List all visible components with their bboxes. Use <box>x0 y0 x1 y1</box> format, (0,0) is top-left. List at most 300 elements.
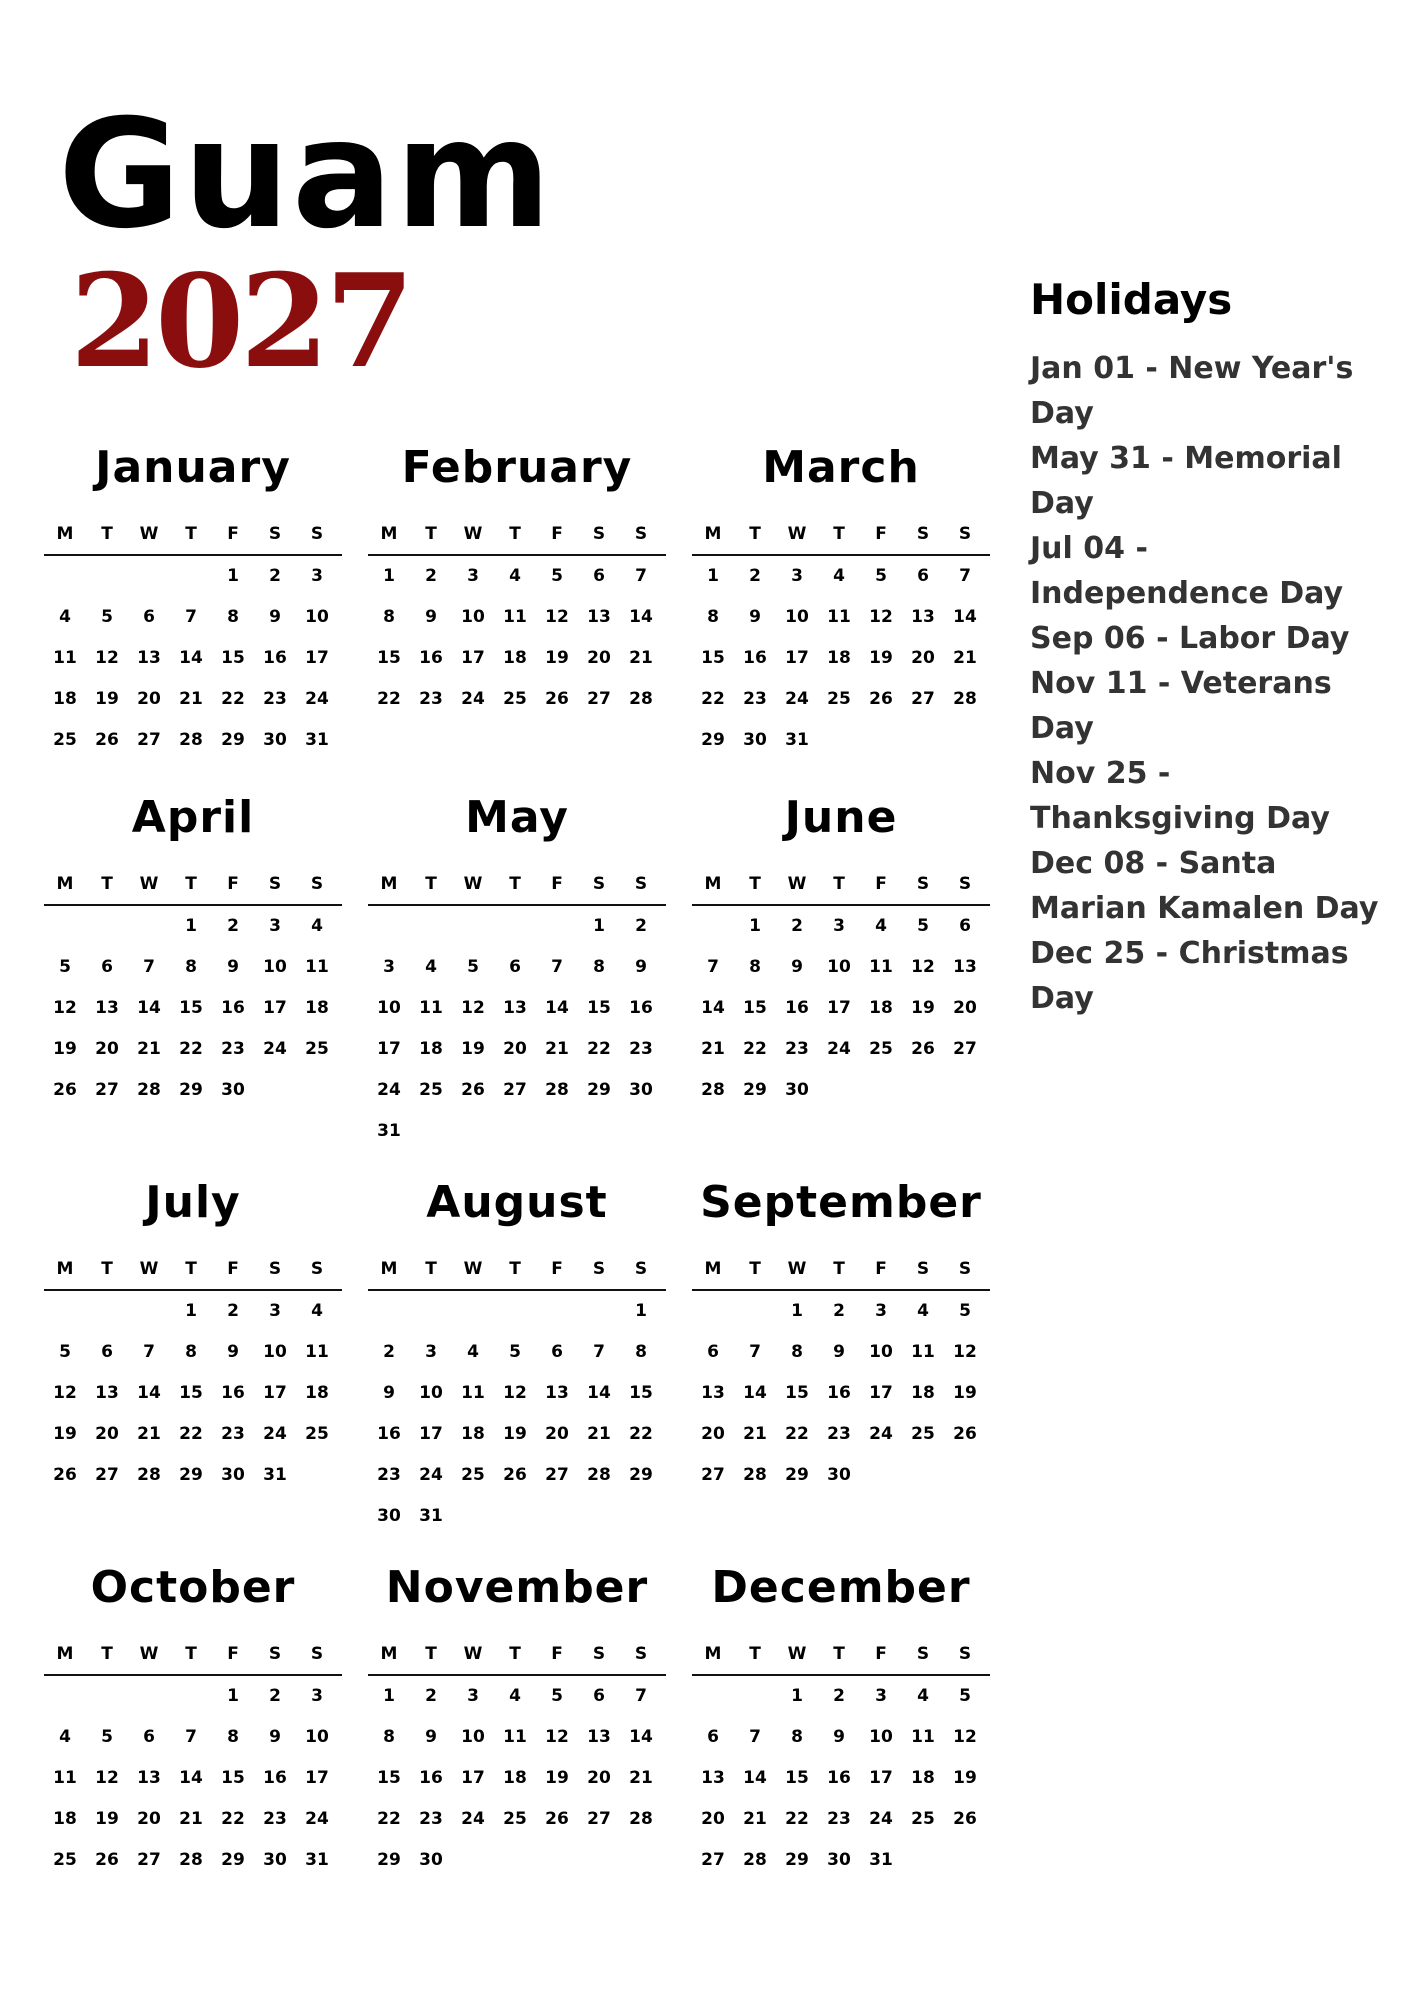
day-cell: 7 <box>143 1342 155 1362</box>
weekday-label: W <box>787 1644 807 1664</box>
day-cell: 11 <box>503 607 527 627</box>
day-cell: 17 <box>869 1383 893 1403</box>
day-cell: 24 <box>419 1465 443 1485</box>
day-cell: 26 <box>95 730 119 750</box>
weekday-label: S <box>634 524 648 544</box>
day-cell: 15 <box>785 1768 809 1788</box>
day-cell: 4 <box>59 1727 71 1747</box>
day-cell: 7 <box>551 957 563 977</box>
day-cell: 22 <box>377 1809 401 1829</box>
day-cell: 7 <box>635 566 647 586</box>
day-cell: 28 <box>545 1080 569 1100</box>
day-cell: 15 <box>785 1383 809 1403</box>
weekday-label: F <box>875 1644 887 1664</box>
day-cell: 12 <box>869 607 893 627</box>
weekday-label: T <box>425 1259 437 1279</box>
day-cell: 8 <box>791 1727 803 1747</box>
day-cell: 27 <box>137 1850 161 1870</box>
day-cell: 10 <box>377 998 401 1018</box>
weekday-label: M <box>704 524 722 544</box>
day-cell: 10 <box>869 1727 893 1747</box>
month-april <box>44 790 342 1120</box>
weekday-label: T <box>749 874 761 894</box>
day-cell: 23 <box>263 689 287 709</box>
day-cell: 7 <box>185 607 197 627</box>
day-cell: 7 <box>635 1686 647 1706</box>
month-may <box>368 790 666 1141</box>
day-cell: 27 <box>953 1039 977 1059</box>
header-divider <box>692 1674 990 1676</box>
holiday-item: Dec 08 - Santa Marian Kamalen Day <box>1030 846 1379 926</box>
day-cell: 21 <box>953 648 977 668</box>
weekday-label: F <box>875 1259 887 1279</box>
header-divider <box>368 554 666 556</box>
day-cell: 20 <box>503 1039 527 1059</box>
day-cell: 2 <box>635 916 647 936</box>
day-cell: 11 <box>53 1768 77 1788</box>
day-cell: 10 <box>785 607 809 627</box>
weekday-label: M <box>56 1259 74 1279</box>
day-cell: 4 <box>311 1301 323 1321</box>
weekday-label: T <box>833 1259 845 1279</box>
day-cell: 17 <box>785 648 809 668</box>
day-cell: 12 <box>911 957 935 977</box>
day-cell: 5 <box>959 1301 971 1321</box>
day-cell: 6 <box>551 1342 563 1362</box>
weekday-label: M <box>380 1644 398 1664</box>
day-cell: 6 <box>917 566 929 586</box>
weekday-header <box>692 1644 990 1664</box>
weekday-label: S <box>958 524 972 544</box>
day-cell: 18 <box>827 648 851 668</box>
day-cell: 16 <box>377 1424 401 1444</box>
day-cell: 8 <box>185 1342 197 1362</box>
weekday-label: S <box>634 1644 648 1664</box>
day-cell: 20 <box>587 1768 611 1788</box>
day-cell: 23 <box>221 1424 245 1444</box>
weekday-label: F <box>551 1259 563 1279</box>
header-divider <box>44 554 342 556</box>
weekday-header <box>692 524 990 544</box>
weekday-label: M <box>56 874 74 894</box>
day-cell: 27 <box>701 1465 725 1485</box>
day-cell: 6 <box>593 1686 605 1706</box>
day-cell: 14 <box>587 1383 611 1403</box>
day-cell: 10 <box>263 1342 287 1362</box>
day-cell: 19 <box>53 1039 77 1059</box>
day-cell: 4 <box>59 607 71 627</box>
holiday-item: Jan 01 - New Year's Day <box>1030 351 1354 431</box>
day-cell: 29 <box>743 1080 767 1100</box>
day-cell: 23 <box>785 1039 809 1059</box>
day-cell: 6 <box>101 957 113 977</box>
day-cell: 25 <box>503 1809 527 1829</box>
day-cell: 5 <box>551 1686 563 1706</box>
day-cell: 16 <box>221 1383 245 1403</box>
day-cell: 26 <box>503 1465 527 1485</box>
weekday-label: F <box>875 874 887 894</box>
day-cell: 11 <box>305 1342 329 1362</box>
day-cell: 1 <box>227 1686 239 1706</box>
day-cell: 11 <box>461 1383 485 1403</box>
day-cell: 9 <box>227 957 239 977</box>
holiday-item: Sep 06 - Labor Day <box>1030 621 1350 656</box>
day-cell: 13 <box>95 998 119 1018</box>
weekday-header <box>692 874 990 894</box>
day-cell: 6 <box>143 1727 155 1747</box>
month-name: September <box>700 1177 982 1228</box>
day-cell: 29 <box>221 730 245 750</box>
day-cell: 7 <box>185 1727 197 1747</box>
weekday-label: M <box>56 1644 74 1664</box>
header-divider <box>44 904 342 906</box>
day-cell: 20 <box>701 1424 725 1444</box>
header-divider <box>692 904 990 906</box>
header-divider <box>368 1289 666 1291</box>
day-cell: 18 <box>503 1768 527 1788</box>
weekday-label: W <box>463 1644 483 1664</box>
day-cell: 1 <box>593 916 605 936</box>
day-cell: 7 <box>959 566 971 586</box>
day-cell: 15 <box>629 1383 653 1403</box>
day-cell: 15 <box>221 648 245 668</box>
day-cell: 6 <box>707 1727 719 1747</box>
day-cell: 5 <box>959 1686 971 1706</box>
day-cell: 16 <box>263 1768 287 1788</box>
day-cell: 31 <box>305 1850 329 1870</box>
weekday-label: S <box>592 874 606 894</box>
day-cell: 21 <box>629 648 653 668</box>
weekday-label: T <box>425 874 437 894</box>
day-cell: 14 <box>629 607 653 627</box>
month-name: December <box>711 1562 971 1613</box>
weekday-label: T <box>185 874 197 894</box>
day-cell: 16 <box>827 1383 851 1403</box>
day-cell: 29 <box>701 730 725 750</box>
day-cell: 11 <box>305 957 329 977</box>
day-cell: 21 <box>137 1424 161 1444</box>
day-cell: 6 <box>509 957 521 977</box>
day-cell: 5 <box>59 1342 71 1362</box>
day-cell: 13 <box>137 648 161 668</box>
month-name: January <box>95 442 291 493</box>
weekday-label: T <box>425 524 437 544</box>
day-cell: 10 <box>305 1727 329 1747</box>
day-cell: 10 <box>461 1727 485 1747</box>
day-cell: 23 <box>629 1039 653 1059</box>
month-february <box>368 440 666 770</box>
day-cell: 5 <box>467 957 479 977</box>
weekday-label: T <box>101 524 113 544</box>
day-cell: 11 <box>911 1342 935 1362</box>
day-cell: 26 <box>53 1080 77 1100</box>
day-cell: 25 <box>53 730 77 750</box>
day-cell: 7 <box>749 1727 761 1747</box>
day-cell: 9 <box>227 1342 239 1362</box>
weekday-label: S <box>268 1644 282 1664</box>
day-cell: 30 <box>785 1080 809 1100</box>
day-cell: 21 <box>137 1039 161 1059</box>
day-cell: 17 <box>827 998 851 1018</box>
day-cell: 3 <box>269 916 281 936</box>
day-cell: 16 <box>629 998 653 1018</box>
day-cell: 26 <box>53 1465 77 1485</box>
day-cell: 23 <box>743 689 767 709</box>
day-cell: 17 <box>263 1383 287 1403</box>
month-name: June <box>784 792 898 843</box>
day-cell: 14 <box>629 1727 653 1747</box>
day-cell: 28 <box>179 1850 203 1870</box>
day-cell: 22 <box>179 1424 203 1444</box>
weekday-label: T <box>101 1644 113 1664</box>
weekday-label: M <box>380 874 398 894</box>
day-cell: 16 <box>743 648 767 668</box>
day-cell: 24 <box>461 1809 485 1829</box>
day-cell: 23 <box>419 1809 443 1829</box>
day-cell: 2 <box>833 1301 845 1321</box>
day-cell: 20 <box>701 1809 725 1829</box>
day-cell: 15 <box>179 998 203 1018</box>
holidays-title: Holidays <box>1030 275 1233 324</box>
weekday-label: S <box>268 874 282 894</box>
day-cell: 2 <box>269 566 281 586</box>
day-cell: 3 <box>791 566 803 586</box>
day-cell: 16 <box>419 648 443 668</box>
day-cell: 12 <box>95 1768 119 1788</box>
header-divider <box>368 904 666 906</box>
holidays-panel <box>1030 270 1390 1021</box>
day-cell: 10 <box>827 957 851 977</box>
weekday-label: M <box>380 524 398 544</box>
day-cell: 9 <box>791 957 803 977</box>
weekday-label: T <box>425 1644 437 1664</box>
day-cell: 1 <box>383 566 395 586</box>
day-cell: 26 <box>911 1039 935 1059</box>
weekday-label: F <box>551 1644 563 1664</box>
day-cell: 16 <box>785 998 809 1018</box>
day-cell: 11 <box>911 1727 935 1747</box>
day-cell: 7 <box>143 957 155 977</box>
month-name: August <box>426 1177 608 1228</box>
day-cell: 13 <box>587 607 611 627</box>
weekday-label: W <box>787 524 807 544</box>
day-cell: 17 <box>461 648 485 668</box>
day-cell: 23 <box>377 1465 401 1485</box>
day-cell: 28 <box>743 1850 767 1870</box>
page-title: Guam <box>58 88 554 262</box>
day-cell: 6 <box>707 1342 719 1362</box>
day-cell: 3 <box>467 1686 479 1706</box>
day-cell: 24 <box>305 689 329 709</box>
day-cell: 9 <box>425 607 437 627</box>
day-cell: 22 <box>785 1809 809 1829</box>
weekday-label: M <box>704 1644 722 1664</box>
weekday-label: F <box>875 524 887 544</box>
day-cell: 24 <box>785 689 809 709</box>
day-cell: 30 <box>263 730 287 750</box>
day-cell: 1 <box>185 916 197 936</box>
day-cell: 29 <box>587 1080 611 1100</box>
day-cell: 31 <box>377 1121 401 1141</box>
day-cell: 12 <box>545 1727 569 1747</box>
weekday-label: W <box>139 524 159 544</box>
weekday-label: S <box>958 1259 972 1279</box>
day-cell: 15 <box>377 648 401 668</box>
day-cell: 25 <box>869 1039 893 1059</box>
weekday-label: F <box>551 524 563 544</box>
day-cell: 15 <box>221 1768 245 1788</box>
day-cell: 27 <box>587 689 611 709</box>
weekday-label: T <box>749 1644 761 1664</box>
day-cell: 13 <box>95 1383 119 1403</box>
day-cell: 16 <box>221 998 245 1018</box>
day-cell: 3 <box>467 566 479 586</box>
day-cell: 4 <box>425 957 437 977</box>
weekday-label: S <box>310 1644 324 1664</box>
day-cell: 3 <box>833 916 845 936</box>
weekday-label: W <box>139 1259 159 1279</box>
day-cell: 18 <box>911 1768 935 1788</box>
day-cell: 11 <box>827 607 851 627</box>
day-cell: 14 <box>953 607 977 627</box>
day-cell: 19 <box>95 1809 119 1829</box>
day-cell: 17 <box>461 1768 485 1788</box>
weekday-header <box>44 1644 342 1664</box>
day-cell: 22 <box>377 689 401 709</box>
day-cell: 17 <box>377 1039 401 1059</box>
day-cell: 18 <box>53 689 77 709</box>
day-cell: 28 <box>137 1080 161 1100</box>
day-cell: 21 <box>701 1039 725 1059</box>
day-cell: 13 <box>503 998 527 1018</box>
weekday-label: W <box>463 874 483 894</box>
weekday-label: F <box>227 874 239 894</box>
day-cell: 12 <box>95 648 119 668</box>
day-cell: 14 <box>179 1768 203 1788</box>
day-cell: 9 <box>833 1727 845 1747</box>
holiday-list <box>1030 346 1390 1021</box>
month-october <box>44 1560 342 1890</box>
weekday-label: S <box>310 524 324 544</box>
day-cell: 17 <box>869 1768 893 1788</box>
day-cell: 27 <box>587 1809 611 1829</box>
day-cell: 5 <box>875 566 887 586</box>
month-january <box>44 440 342 770</box>
weekday-label: S <box>916 524 930 544</box>
day-cell: 21 <box>587 1424 611 1444</box>
day-cell: 4 <box>875 916 887 936</box>
day-cell: 8 <box>749 957 761 977</box>
day-cell: 20 <box>137 1809 161 1829</box>
day-cell: 23 <box>827 1809 851 1829</box>
month-june <box>692 790 990 1120</box>
day-cell: 7 <box>707 957 719 977</box>
day-cell: 31 <box>785 730 809 750</box>
day-cell: 1 <box>383 1686 395 1706</box>
weekday-label: S <box>592 1644 606 1664</box>
day-cell: 3 <box>311 1686 323 1706</box>
day-cell: 4 <box>917 1301 929 1321</box>
day-cell: 5 <box>101 1727 113 1747</box>
day-cell: 19 <box>461 1039 485 1059</box>
weekday-label: T <box>185 1259 197 1279</box>
day-cell: 29 <box>785 1850 809 1870</box>
header-divider <box>692 1289 990 1291</box>
day-cell: 30 <box>827 1850 851 1870</box>
day-cell: 12 <box>53 998 77 1018</box>
day-cell: 14 <box>743 1383 767 1403</box>
day-cell: 4 <box>467 1342 479 1362</box>
day-cell: 1 <box>791 1686 803 1706</box>
day-cell: 10 <box>461 607 485 627</box>
day-cell: 25 <box>911 1424 935 1444</box>
day-cell: 21 <box>179 1809 203 1829</box>
day-cell: 27 <box>503 1080 527 1100</box>
day-cell: 14 <box>137 1383 161 1403</box>
day-cell: 20 <box>137 689 161 709</box>
day-cell: 4 <box>833 566 845 586</box>
day-cell: 17 <box>263 998 287 1018</box>
weekday-label: S <box>634 1259 648 1279</box>
day-cell: 20 <box>587 648 611 668</box>
weekday-header <box>368 524 666 544</box>
day-cell: 23 <box>827 1424 851 1444</box>
day-cell: 4 <box>509 1686 521 1706</box>
day-cell: 20 <box>545 1424 569 1444</box>
day-cell: 28 <box>743 1465 767 1485</box>
day-cell: 26 <box>869 689 893 709</box>
day-cell: 15 <box>179 1383 203 1403</box>
weekday-label: S <box>592 524 606 544</box>
day-cell: 28 <box>629 1809 653 1829</box>
day-cell: 8 <box>635 1342 647 1362</box>
day-cell: 30 <box>377 1506 401 1526</box>
day-cell: 19 <box>53 1424 77 1444</box>
weekday-label: W <box>139 874 159 894</box>
day-cell: 4 <box>311 916 323 936</box>
day-cell: 9 <box>749 607 761 627</box>
day-cell: 10 <box>263 957 287 977</box>
day-cell: 14 <box>545 998 569 1018</box>
day-cell: 5 <box>917 916 929 936</box>
day-cell: 3 <box>383 957 395 977</box>
day-cell: 25 <box>305 1039 329 1059</box>
day-cell: 23 <box>263 1809 287 1829</box>
day-cell: 23 <box>419 689 443 709</box>
day-cell: 17 <box>305 648 329 668</box>
month-december <box>692 1560 990 1890</box>
day-cell: 2 <box>269 1686 281 1706</box>
day-cell: 5 <box>551 566 563 586</box>
day-cell: 25 <box>305 1424 329 1444</box>
day-cell: 3 <box>269 1301 281 1321</box>
day-cell: 15 <box>743 998 767 1018</box>
month-name: May <box>465 792 569 843</box>
weekday-label: F <box>551 874 563 894</box>
day-cell: 2 <box>425 1686 437 1706</box>
weekday-label: T <box>101 1259 113 1279</box>
day-cell: 19 <box>953 1768 977 1788</box>
day-cell: 14 <box>137 998 161 1018</box>
weekday-label: M <box>56 524 74 544</box>
day-cell: 30 <box>263 1850 287 1870</box>
weekday-label: T <box>749 1259 761 1279</box>
day-cell: 26 <box>545 1809 569 1829</box>
weekday-label: T <box>185 524 197 544</box>
day-cell: 22 <box>629 1424 653 1444</box>
header-divider <box>692 554 990 556</box>
day-cell: 29 <box>221 1850 245 1870</box>
